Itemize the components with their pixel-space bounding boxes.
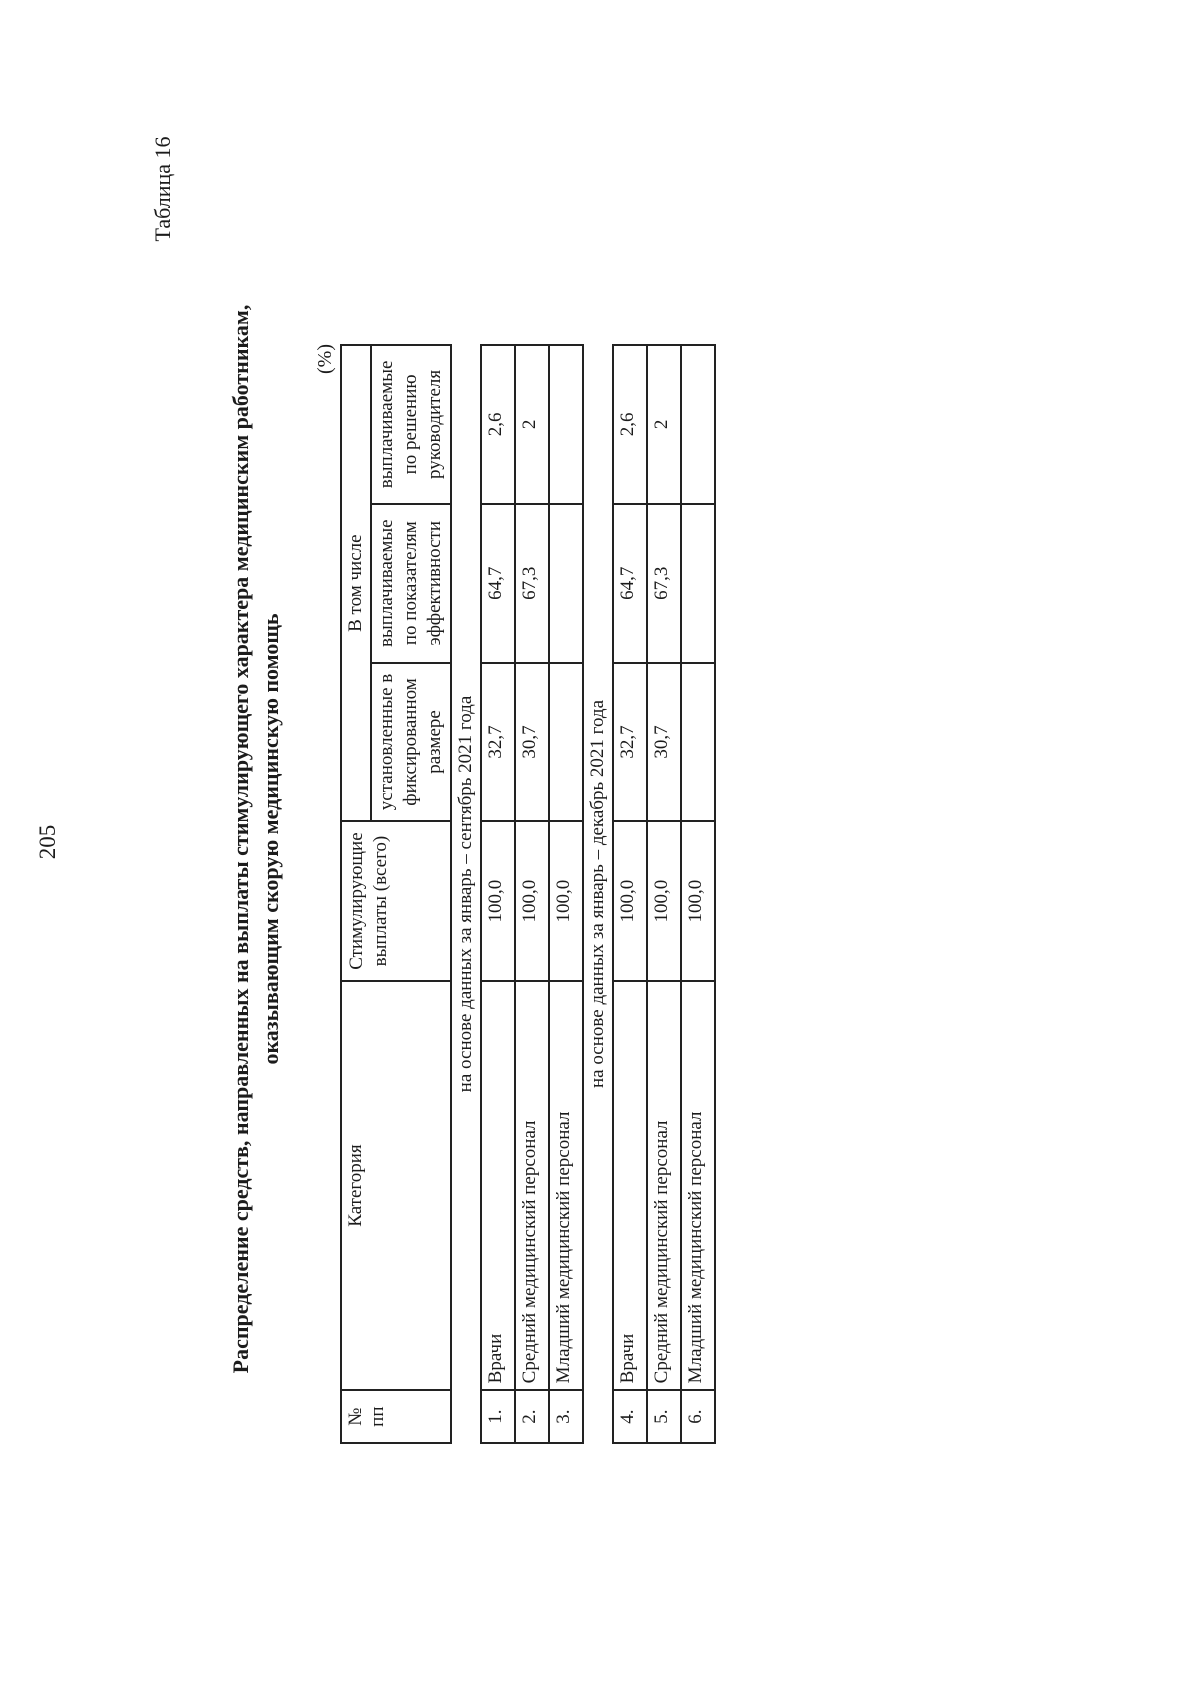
table-title-line-2: оказывающим скорую медицинскую помощь: [258, 613, 283, 1065]
table-row: [549, 345, 583, 1443]
header-including: В том числе: [341, 345, 371, 821]
row-category: Младший медицинский персонал: [549, 981, 583, 1391]
row-efficiency: 64,7: [481, 504, 515, 663]
row-efficiency: 67,3: [647, 504, 681, 663]
header-fixed: установленные в фиксированном размере: [371, 663, 451, 822]
row-number: 5.: [647, 1390, 681, 1443]
header-num-line-2: пп: [367, 1406, 388, 1427]
header-efficiency: выплачиваемые по показателям эффективности: [371, 504, 451, 663]
row-category: Средний медицинский персонал: [515, 981, 549, 1391]
row-manager: 2,6: [481, 345, 515, 504]
row-total: 100,0: [613, 821, 647, 980]
rotated-page-content: [0, 136, 1200, 1684]
row-total: 100,0: [549, 821, 583, 980]
header-num-line-1: №: [345, 1407, 366, 1426]
row-fixed: 32,7: [481, 663, 515, 822]
table-row: [681, 345, 715, 1443]
table-row: [515, 345, 549, 1443]
row-category: Средний медицинский персонал: [647, 981, 681, 1391]
data-table: [340, 344, 716, 1444]
row-manager: 2: [647, 345, 681, 504]
row-total: 100,0: [647, 821, 681, 980]
row-number: 6.: [681, 1390, 715, 1443]
row-fixed: 30,7: [515, 663, 549, 822]
row-efficiency: 64,7: [613, 504, 647, 663]
row-fixed: [549, 663, 583, 822]
table-label: Таблица 16: [150, 136, 175, 242]
row-number: 4.: [613, 1390, 647, 1443]
section-label: на основе данных за январь – сентябрь 2021 года: [451, 345, 481, 1443]
section-row: [451, 345, 481, 1443]
header-category: Категория: [341, 981, 451, 1391]
row-fixed: 32,7: [613, 663, 647, 822]
row-number: 3.: [549, 1390, 583, 1443]
row-number: 1.: [481, 1390, 515, 1443]
unit-label: (%): [314, 344, 336, 374]
row-total: 100,0: [515, 821, 549, 980]
section-row: [583, 345, 613, 1443]
header-row-1: [341, 345, 371, 1443]
table-row: [647, 345, 681, 1443]
row-efficiency: [681, 504, 715, 663]
header-manager: выплачиваемые по решению руководителя: [371, 345, 451, 504]
table-row: [481, 345, 515, 1443]
row-manager: 2: [515, 345, 549, 504]
table-title: [226, 214, 286, 1464]
row-manager: [681, 345, 715, 504]
row-total: 100,0: [481, 821, 515, 980]
row-manager: [549, 345, 583, 504]
row-fixed: [681, 663, 715, 822]
row-efficiency: [549, 504, 583, 663]
page-number: 205: [35, 824, 60, 860]
row-manager: 2,6: [613, 345, 647, 504]
table-row: [613, 345, 647, 1443]
row-total: 100,0: [681, 821, 715, 980]
table-title-line-1: Распределение средств, направленных на выплаты стимулирующего характера медицинским работникам,: [228, 304, 253, 1374]
row-category: Врачи: [481, 981, 515, 1391]
header-total: Стимулирующие выплаты (всего): [341, 821, 451, 980]
row-number: 2.: [515, 1390, 549, 1443]
row-category: Врачи: [613, 981, 647, 1391]
section-label: на основе данных за январь – декабрь 2021 года: [583, 345, 613, 1443]
row-efficiency: 67,3: [515, 504, 549, 663]
row-category: Младший медицинский персонал: [681, 981, 715, 1391]
header-num: [341, 1390, 451, 1443]
row-fixed: 30,7: [647, 663, 681, 822]
